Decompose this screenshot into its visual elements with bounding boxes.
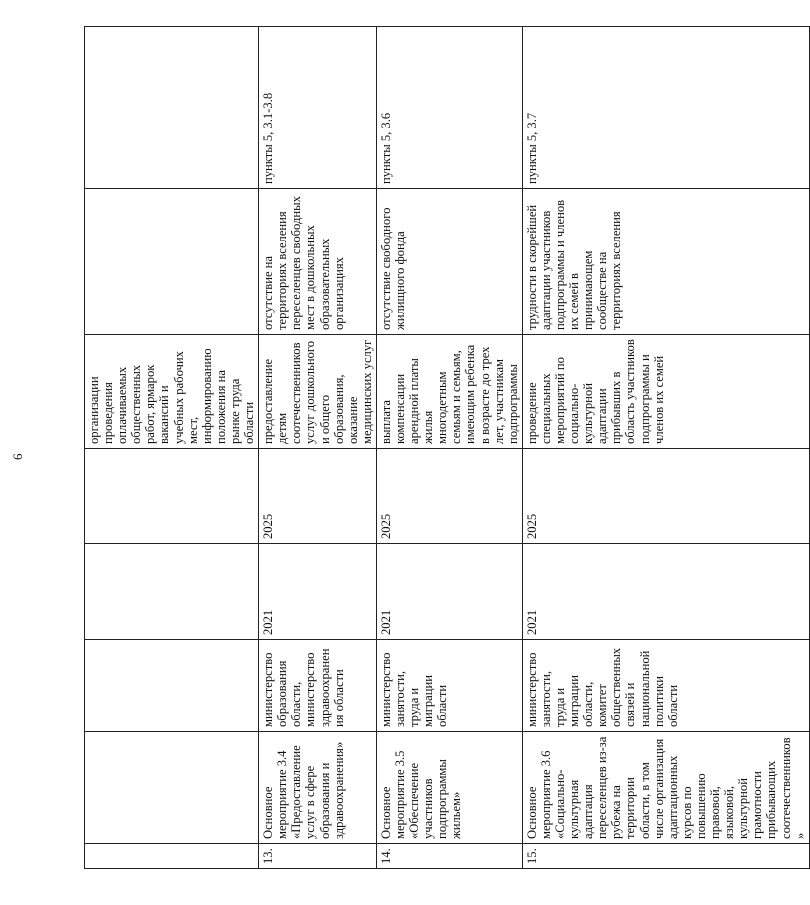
table-row bbox=[522, 27, 809, 869]
row-number: 15. bbox=[522, 844, 809, 869]
expected-result: предоставление детям соотечественников услуг дошкольного и общего образования, оказание медицинских услуг bbox=[259, 335, 377, 449]
indicator-link: пункты 5, 3.6 bbox=[376, 27, 522, 189]
expected-result: проведение специальных мероприятий по социально-культурной адаптации прибывших в область участников подпрограммы и членов их семей bbox=[522, 335, 809, 449]
start-year: 2021 bbox=[376, 544, 522, 640]
indicator-link: пункты 5, 3.1-3.8 bbox=[259, 27, 377, 189]
table-row bbox=[85, 27, 259, 869]
measure-name bbox=[85, 732, 259, 844]
non-implementation-consequence: отсутствие свободного жилищного фонда bbox=[376, 189, 522, 335]
indicator-link: пункты 5, 3.7 bbox=[522, 27, 809, 189]
table-row bbox=[376, 27, 522, 869]
end-year bbox=[85, 449, 259, 544]
executor: министерство образования области, министерство здравоохранения области bbox=[259, 640, 377, 732]
start-year bbox=[85, 544, 259, 640]
expected-result: выплата компенсации арендной платы жилья многодетным семьям и семьям, имеющим ребенка в возрасте до трех лет, участникам подпрограммы bbox=[376, 335, 522, 449]
executor: министерство занятости, труда и миграции области bbox=[376, 640, 522, 732]
measures-table bbox=[84, 26, 810, 869]
table-row bbox=[259, 27, 377, 869]
non-implementation-consequence: отсутствие на территориях вселения переселенцев свободных мест в дошкольных образовательных организациях bbox=[259, 189, 377, 335]
indicator-link bbox=[85, 27, 259, 189]
non-implementation-consequence bbox=[85, 189, 259, 335]
page-number: 6 bbox=[10, 453, 25, 460]
executor: министерство занятости, труда и миграции области, комитет общественных связей и национальной политики области bbox=[522, 640, 809, 732]
expected-result: организации проведения оплачиваемых общественных работ, ярмарок вакансий и учебных рабочих мест, информированию положения на рынке труда области bbox=[85, 335, 259, 449]
start-year: 2021 bbox=[522, 544, 809, 640]
start-year: 2021 bbox=[259, 544, 377, 640]
row-number: 14. bbox=[376, 844, 522, 869]
executor bbox=[85, 640, 259, 732]
row-number bbox=[85, 844, 259, 869]
end-year: 2025 bbox=[259, 449, 377, 544]
end-year: 2025 bbox=[376, 449, 522, 544]
measure-name: Основное мероприятие 3.4 «Предоставление услуг в сфере образования и здравоохранения» bbox=[259, 732, 377, 844]
end-year: 2025 bbox=[522, 449, 809, 544]
row-number: 13. bbox=[259, 844, 377, 869]
non-implementation-consequence: трудности в скорейшей адаптации участников подпрограммы и членов их семей в принимающем сообществе на территориях вселения bbox=[522, 189, 809, 335]
measure-name: Основное мероприятие 3.5 «Обеспечение участников подпрограммы жильем» bbox=[376, 732, 522, 844]
measure-name: Основное мероприятие 3.6 «Социально-культурная адаптация переселенцев из-за рубежа на территории области, в том числе организация адаптационных курсов по повышению правовой, языковой, культурной грамотности прибывающих соотечественников» bbox=[522, 732, 809, 844]
